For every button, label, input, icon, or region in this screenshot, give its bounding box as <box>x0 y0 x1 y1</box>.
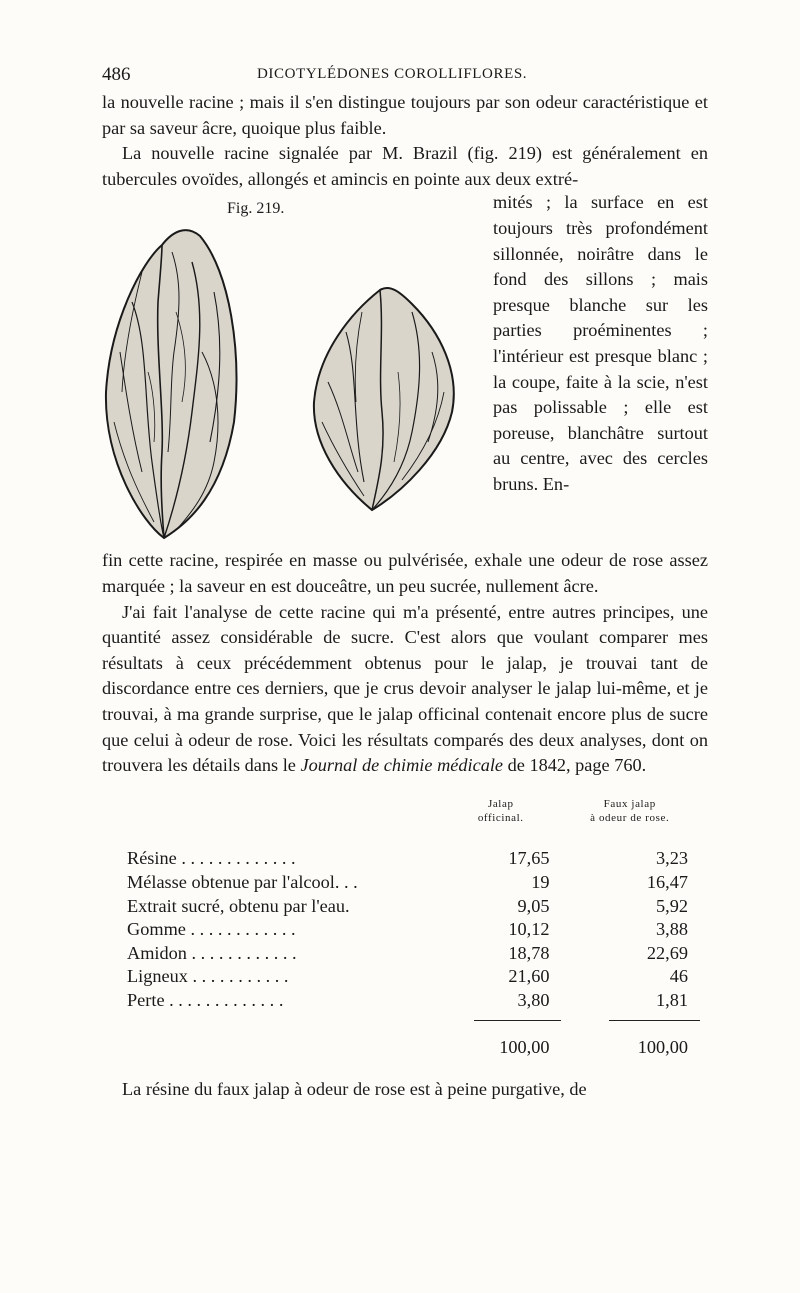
row-value-jalap: 21,60 <box>508 966 550 987</box>
row-value-faux-jalap: 1,81 <box>656 989 688 1010</box>
table-row <box>102 848 708 872</box>
paragraph-2-top: La nouvelle racine signalée par M. Brazil (fig. 219) est généralement en tubercules ovoïdes, allongés et amincis en pointe aux deux extré- <box>102 143 708 189</box>
table-row <box>102 966 708 990</box>
table-header-row <box>102 797 708 825</box>
tuber-left-icon <box>106 230 236 538</box>
body-text <box>102 90 708 192</box>
row-label: Gomme . . . . . . . . . . . . <box>127 919 296 940</box>
total-value-faux-jalap: 100,00 <box>637 1037 688 1058</box>
total-value-jalap: 100,00 <box>499 1037 550 1058</box>
total-rule-faux-jalap <box>609 1020 700 1021</box>
row-value-faux-jalap: 3,88 <box>656 919 688 940</box>
table-row <box>102 872 708 896</box>
tuber-engraving <box>102 192 490 548</box>
row-value-faux-jalap: 3,23 <box>656 848 688 869</box>
row-value-jalap: 19 <box>531 871 550 892</box>
col2-header-line2: à odeur de rose. <box>590 811 670 824</box>
table-row <box>102 990 708 1014</box>
running-header <box>102 60 708 90</box>
figure-block <box>102 192 708 548</box>
row-value-faux-jalap: 5,92 <box>656 895 688 916</box>
row-value-jalap: 3,80 <box>517 989 550 1010</box>
row-label: Résine . . . . . . . . . . . . . <box>127 848 296 869</box>
body-text-final <box>102 1077 708 1103</box>
row-value-jalap: 9,05 <box>517 895 550 916</box>
row-value-jalap: 18,78 <box>508 942 550 963</box>
row-value-faux-jalap: 16,47 <box>646 871 688 892</box>
row-label: Extrait sucré, obtenu par l'eau. <box>127 895 350 916</box>
figure-caption: Fig. 219. <box>227 200 285 218</box>
total-rule-jalap <box>474 1020 561 1021</box>
paragraph-3 <box>102 600 708 779</box>
row-value-jalap: 10,12 <box>508 919 550 940</box>
journal-title: Journal de chimie médicale <box>300 755 504 776</box>
row-value-faux-jalap: 46 <box>669 966 688 987</box>
table-total-row <box>102 1037 708 1061</box>
table-row <box>102 943 708 967</box>
table-row <box>102 896 708 920</box>
row-label: Mélasse obtenue par l'alcool. . . <box>127 871 358 892</box>
paragraph-2-bottom: fin cette racine, respirée en masse ou pulvérisée, exhale une odeur de rose assez marquée ; la saveur en est douceâtre, un peu sucrée, nullement âcre. <box>102 550 708 596</box>
row-value-jalap: 17,65 <box>508 848 550 869</box>
table-row <box>102 919 708 943</box>
paragraph-1: la nouvelle racine ; mais il s'en distingue toujours par son odeur caractéristique et par sa saveur âcre, quoique plus faible. <box>102 92 708 138</box>
page <box>102 60 708 1102</box>
paragraph-3-after: de 1842, page 760. <box>503 755 647 776</box>
paragraph-4: La résine du faux jalap à odeur de rose est à peine purgative, de <box>122 1078 587 1099</box>
col1-header-line2: officinal. <box>477 811 524 824</box>
page-number: 486 <box>102 64 131 85</box>
body-text-continued <box>102 548 708 778</box>
figure-219 <box>102 192 490 548</box>
row-label: Ligneux . . . . . . . . . . . <box>127 966 289 987</box>
paragraph-2-side: mités ; la surface en est toujours très profondément sillonnée, noirâtre dans le fond des sillons ; mais presque blanche sur les parties proéminentes ; l'intérieur est presque blanc ; la coupe, faite à la scie, n'est pas polissable ; elle est poreuse, blanchâtre surtout au centre, avec des cercles bruns. En- <box>493 192 708 494</box>
figure-side-text <box>493 190 708 497</box>
tuber-right-icon <box>314 288 454 510</box>
row-label: Amidon . . . . . . . . . . . . <box>127 942 297 963</box>
paragraph-3-before: J'ai fait l'analyse de cette racine qui m'a présenté, entre autres principes, une quantité assez considérable de sucre. C'est alors que voulant comparer mes résultats à ceux précédemment obtenus pour le jalap, je trouvai tant de discordance entre ces derniers, que je crus devoir analyser le jalap lui-même, et je trouvai, à ma grande surprise, que le jalap officinal contenait encore plus de sucre que celui à odeur de rose. Voici les résultats comparés des deux analyses, dont on trouvera les détails dans le <box>102 601 708 776</box>
analysis-table <box>102 797 708 1061</box>
row-label: Perte . . . . . . . . . . . . . <box>127 989 284 1010</box>
col2-header-line1: Faux jalap <box>603 797 656 810</box>
col1-header-line1: Jalap <box>487 797 514 810</box>
running-title: DICOTYLÉDONES COROLLIFLORES. <box>257 66 528 82</box>
row-value-faux-jalap: 22,69 <box>646 942 688 963</box>
